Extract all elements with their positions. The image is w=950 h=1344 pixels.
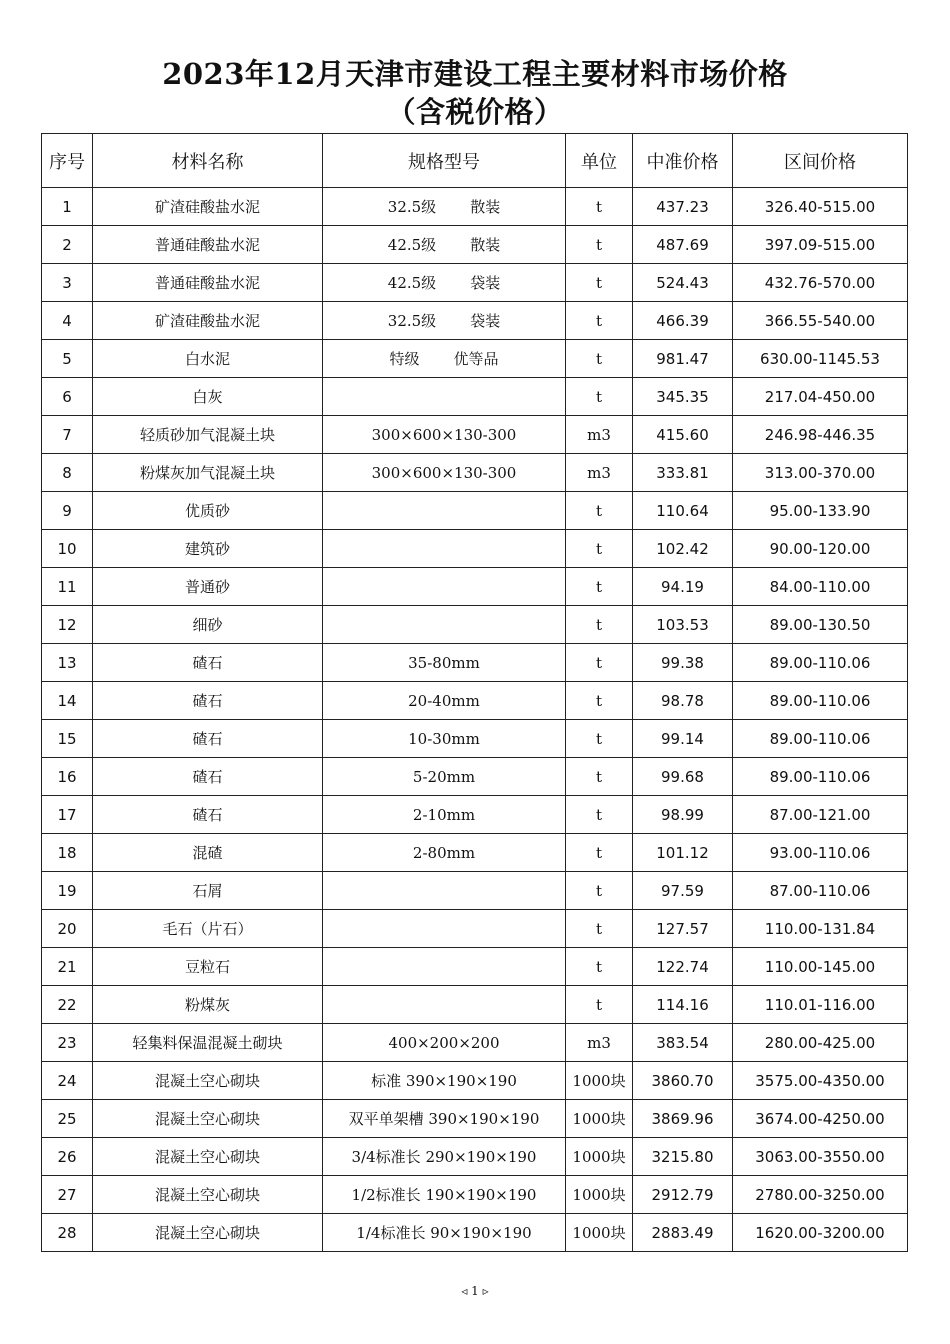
cell-name: 毛石（片石） (93, 910, 323, 948)
cell-name: 细砂 (93, 606, 323, 644)
table-row (42, 606, 908, 644)
cell-price: 99.14 (633, 720, 733, 758)
cell-spec (323, 720, 566, 758)
column-header-name: 材料名称 (93, 134, 323, 188)
cell-range: 3575.00-4350.00 (733, 1062, 908, 1100)
cell-range: 89.00-110.06 (733, 682, 908, 720)
cell-name: 白灰 (93, 378, 323, 416)
cell-name: 碴石 (93, 644, 323, 682)
cell-price: 2912.79 (633, 1176, 733, 1214)
cell-spec (323, 226, 566, 264)
cell-range: 84.00-110.00 (733, 568, 908, 606)
cell-name: 建筑砂 (93, 530, 323, 568)
page-number: ◃ 1 ▹ (461, 1284, 489, 1298)
cell-spec (323, 834, 566, 872)
cell-name: 普通硅酸盐水泥 (93, 226, 323, 264)
cell-price: 3869.96 (633, 1100, 733, 1138)
cell-unit: t (566, 492, 633, 530)
cell-price: 437.23 (633, 188, 733, 226)
column-header-range: 区间价格 (733, 134, 908, 188)
spec-part: 散装 (470, 236, 501, 254)
cell-no: 8 (42, 454, 93, 492)
cell-price: 101.12 (633, 834, 733, 872)
cell-name: 粉煤灰加气混凝土块 (93, 454, 323, 492)
cell-unit: t (566, 872, 633, 910)
spec-part: 散装 (470, 198, 501, 216)
column-header-no: 序号 (42, 134, 93, 188)
table-row (42, 1062, 908, 1100)
cell-unit: t (566, 568, 633, 606)
cell-spec (323, 302, 566, 340)
table-row (42, 454, 908, 492)
cell-name: 碴石 (93, 758, 323, 796)
cell-name: 普通硅酸盐水泥 (93, 264, 323, 302)
spec-part: 300×600×130-300 (371, 463, 517, 482)
cell-price: 383.54 (633, 1024, 733, 1062)
cell-price: 981.47 (633, 340, 733, 378)
spec-part: 1/2标准长 190×190×190 (351, 1186, 537, 1204)
cell-spec (323, 492, 566, 530)
cell-unit: t (566, 948, 633, 986)
cell-spec (323, 986, 566, 1024)
cell-spec (323, 1138, 566, 1176)
cell-range: 95.00-133.90 (733, 492, 908, 530)
page-title: 2023年12月天津市建设工程主要材料市场价格 (162, 57, 788, 91)
cell-spec (323, 1176, 566, 1214)
cell-range: 326.40-515.00 (733, 188, 908, 226)
cell-name: 碴石 (93, 796, 323, 834)
cell-range: 110.01-116.00 (733, 986, 908, 1024)
cell-price: 98.78 (633, 682, 733, 720)
cell-no: 2 (42, 226, 93, 264)
cell-name: 白水泥 (93, 340, 323, 378)
cell-name: 轻质砂加气混凝土块 (93, 416, 323, 454)
cell-no: 17 (42, 796, 93, 834)
spec-part: 300×600×130-300 (371, 425, 517, 444)
spec-part: 35-80mm (408, 653, 480, 672)
table-row (42, 530, 908, 568)
cell-range: 432.76-570.00 (733, 264, 908, 302)
cell-name: 混凝土空心砌块 (93, 1062, 323, 1100)
price-table (41, 133, 908, 1252)
cell-range: 90.00-120.00 (733, 530, 908, 568)
cell-no: 4 (42, 302, 93, 340)
cell-price: 2883.49 (633, 1214, 733, 1252)
cell-no: 20 (42, 910, 93, 948)
cell-price: 487.69 (633, 226, 733, 264)
cell-no: 3 (42, 264, 93, 302)
cell-range: 87.00-121.00 (733, 796, 908, 834)
cell-no: 18 (42, 834, 93, 872)
cell-name: 石屑 (93, 872, 323, 910)
cell-unit: t (566, 720, 633, 758)
cell-spec (323, 872, 566, 910)
cell-spec (323, 454, 566, 492)
cell-price: 333.81 (633, 454, 733, 492)
cell-name: 混凝土空心砌块 (93, 1100, 323, 1138)
spec-part: 32.5级 (387, 312, 437, 330)
cell-spec (323, 264, 566, 302)
table-row (42, 1138, 908, 1176)
cell-no: 12 (42, 606, 93, 644)
cell-range: 89.00-110.06 (733, 758, 908, 796)
cell-no: 24 (42, 1062, 93, 1100)
cell-name: 粉煤灰 (93, 986, 323, 1024)
cell-spec (323, 796, 566, 834)
column-header-price: 中准价格 (633, 134, 733, 188)
cell-price: 103.53 (633, 606, 733, 644)
table-row (42, 378, 908, 416)
cell-no: 19 (42, 872, 93, 910)
cell-unit: t (566, 340, 633, 378)
cell-no: 13 (42, 644, 93, 682)
spec-part: 32.5级 (387, 198, 437, 216)
spec-part: 特级 (389, 350, 420, 368)
cell-unit: t (566, 986, 633, 1024)
cell-unit: t (566, 226, 633, 264)
cell-no: 26 (42, 1138, 93, 1176)
cell-range: 397.09-515.00 (733, 226, 908, 264)
table-row (42, 834, 908, 872)
cell-no: 15 (42, 720, 93, 758)
table-row (42, 872, 908, 910)
cell-unit: 1000块 (566, 1214, 633, 1252)
cell-no: 22 (42, 986, 93, 1024)
spec-part: 1/4标准长 90×190×190 (356, 1224, 532, 1242)
cell-unit: t (566, 644, 633, 682)
cell-no: 16 (42, 758, 93, 796)
cell-unit: t (566, 910, 633, 948)
table-row (42, 340, 908, 378)
cell-price: 114.16 (633, 986, 733, 1024)
cell-unit: m3 (566, 1024, 633, 1062)
cell-no: 1 (42, 188, 93, 226)
cell-unit: m3 (566, 454, 633, 492)
table-row (42, 758, 908, 796)
cell-price: 94.19 (633, 568, 733, 606)
cell-price: 99.68 (633, 758, 733, 796)
cell-no: 9 (42, 492, 93, 530)
cell-unit: t (566, 302, 633, 340)
table-row (42, 1024, 908, 1062)
spec-part: 42.5级 (387, 236, 437, 254)
page-subtitle: （含税价格） (386, 95, 564, 129)
cell-spec (323, 416, 566, 454)
cell-spec (323, 1062, 566, 1100)
cell-name: 普通砂 (93, 568, 323, 606)
table-header-row (42, 134, 908, 188)
spec-part: 标准 390×190×190 (371, 1072, 517, 1090)
cell-spec (323, 568, 566, 606)
cell-price: 99.38 (633, 644, 733, 682)
spec-part: 2-10mm (412, 805, 476, 824)
cell-no: 23 (42, 1024, 93, 1062)
cell-range: 280.00-425.00 (733, 1024, 908, 1062)
cell-price: 97.59 (633, 872, 733, 910)
cell-name: 混凝土空心砌块 (93, 1214, 323, 1252)
cell-unit: t (566, 758, 633, 796)
cell-range: 87.00-110.06 (733, 872, 908, 910)
table-row (42, 302, 908, 340)
cell-unit: t (566, 606, 633, 644)
spec-part: 400×200×200 (388, 1033, 500, 1052)
cell-name: 轻集料保温混凝土砌块 (93, 1024, 323, 1062)
spec-part: 袋装 (470, 274, 501, 292)
cell-spec (323, 530, 566, 568)
cell-unit: t (566, 378, 633, 416)
cell-unit: t (566, 264, 633, 302)
cell-unit: 1000块 (566, 1138, 633, 1176)
cell-name: 碴石 (93, 682, 323, 720)
table-row (42, 416, 908, 454)
cell-unit: t (566, 682, 633, 720)
cell-spec (323, 1100, 566, 1138)
spec-part: 20-40mm (408, 691, 480, 710)
spec-part: 3/4标准长 290×190×190 (351, 1148, 537, 1166)
cell-range: 89.00-110.06 (733, 720, 908, 758)
cell-no: 11 (42, 568, 93, 606)
column-header-unit: 单位 (566, 134, 633, 188)
cell-spec (323, 188, 566, 226)
cell-range: 110.00-145.00 (733, 948, 908, 986)
cell-no: 5 (42, 340, 93, 378)
cell-no: 7 (42, 416, 93, 454)
cell-spec (323, 1024, 566, 1062)
cell-price: 98.99 (633, 796, 733, 834)
table-row (42, 644, 908, 682)
cell-name: 优质砂 (93, 492, 323, 530)
cell-price: 3860.70 (633, 1062, 733, 1100)
cell-no: 21 (42, 948, 93, 986)
cell-spec (323, 910, 566, 948)
spec-part: 优等品 (453, 350, 499, 368)
cell-unit: t (566, 188, 633, 226)
table-row (42, 910, 908, 948)
table-row (42, 986, 908, 1024)
cell-price: 345.35 (633, 378, 733, 416)
cell-price: 466.39 (633, 302, 733, 340)
cell-price: 415.60 (633, 416, 733, 454)
cell-price: 122.74 (633, 948, 733, 986)
cell-unit: t (566, 834, 633, 872)
cell-name: 混凝土空心砌块 (93, 1138, 323, 1176)
cell-spec (323, 606, 566, 644)
cell-no: 25 (42, 1100, 93, 1138)
cell-range: 89.00-110.06 (733, 644, 908, 682)
cell-range: 89.00-130.50 (733, 606, 908, 644)
cell-range: 217.04-450.00 (733, 378, 908, 416)
cell-range: 313.00-370.00 (733, 454, 908, 492)
cell-no: 10 (42, 530, 93, 568)
cell-range: 93.00-110.06 (733, 834, 908, 872)
table-row (42, 948, 908, 986)
cell-no: 14 (42, 682, 93, 720)
table-row (42, 568, 908, 606)
cell-name: 碴石 (93, 720, 323, 758)
cell-name: 混碴 (93, 834, 323, 872)
cell-no: 28 (42, 1214, 93, 1252)
cell-no: 27 (42, 1176, 93, 1214)
table-row (42, 682, 908, 720)
cell-name: 矿渣硅酸盐水泥 (93, 302, 323, 340)
table-row (42, 1176, 908, 1214)
spec-part: 10-30mm (408, 729, 480, 748)
column-header-spec: 规格型号 (323, 134, 566, 188)
cell-unit: t (566, 530, 633, 568)
table-row (42, 226, 908, 264)
cell-range: 110.00-131.84 (733, 910, 908, 948)
cell-price: 127.57 (633, 910, 733, 948)
cell-price: 102.42 (633, 530, 733, 568)
cell-no: 6 (42, 378, 93, 416)
cell-range: 246.98-446.35 (733, 416, 908, 454)
cell-spec (323, 340, 566, 378)
cell-range: 2780.00-3250.00 (733, 1176, 908, 1214)
table-row (42, 720, 908, 758)
cell-name: 混凝土空心砌块 (93, 1176, 323, 1214)
cell-unit: 1000块 (566, 1062, 633, 1100)
cell-unit: 1000块 (566, 1176, 633, 1214)
cell-range: 366.55-540.00 (733, 302, 908, 340)
cell-unit: t (566, 796, 633, 834)
cell-range: 3063.00-3550.00 (733, 1138, 908, 1176)
table-row (42, 264, 908, 302)
table-row (42, 796, 908, 834)
cell-spec (323, 644, 566, 682)
cell-spec (323, 758, 566, 796)
cell-spec (323, 1214, 566, 1252)
spec-part: 袋装 (470, 312, 501, 330)
cell-price: 3215.80 (633, 1138, 733, 1176)
cell-unit: m3 (566, 416, 633, 454)
cell-name: 矿渣硅酸盐水泥 (93, 188, 323, 226)
cell-spec (323, 948, 566, 986)
cell-range: 630.00-1145.53 (733, 340, 908, 378)
cell-price: 110.64 (633, 492, 733, 530)
table-row (42, 188, 908, 226)
cell-name: 豆粒石 (93, 948, 323, 986)
cell-unit: 1000块 (566, 1100, 633, 1138)
spec-part: 2-80mm (412, 843, 476, 862)
cell-spec (323, 682, 566, 720)
table-row (42, 1214, 908, 1252)
cell-range: 3674.00-4250.00 (733, 1100, 908, 1138)
cell-spec (323, 378, 566, 416)
table-row (42, 1100, 908, 1138)
cell-range: 1620.00-3200.00 (733, 1214, 908, 1252)
cell-price: 524.43 (633, 264, 733, 302)
spec-part: 42.5级 (387, 274, 437, 292)
spec-part: 双平单架槽 390×190×190 (348, 1110, 540, 1128)
spec-part: 5-20mm (412, 767, 476, 786)
table-row (42, 492, 908, 530)
